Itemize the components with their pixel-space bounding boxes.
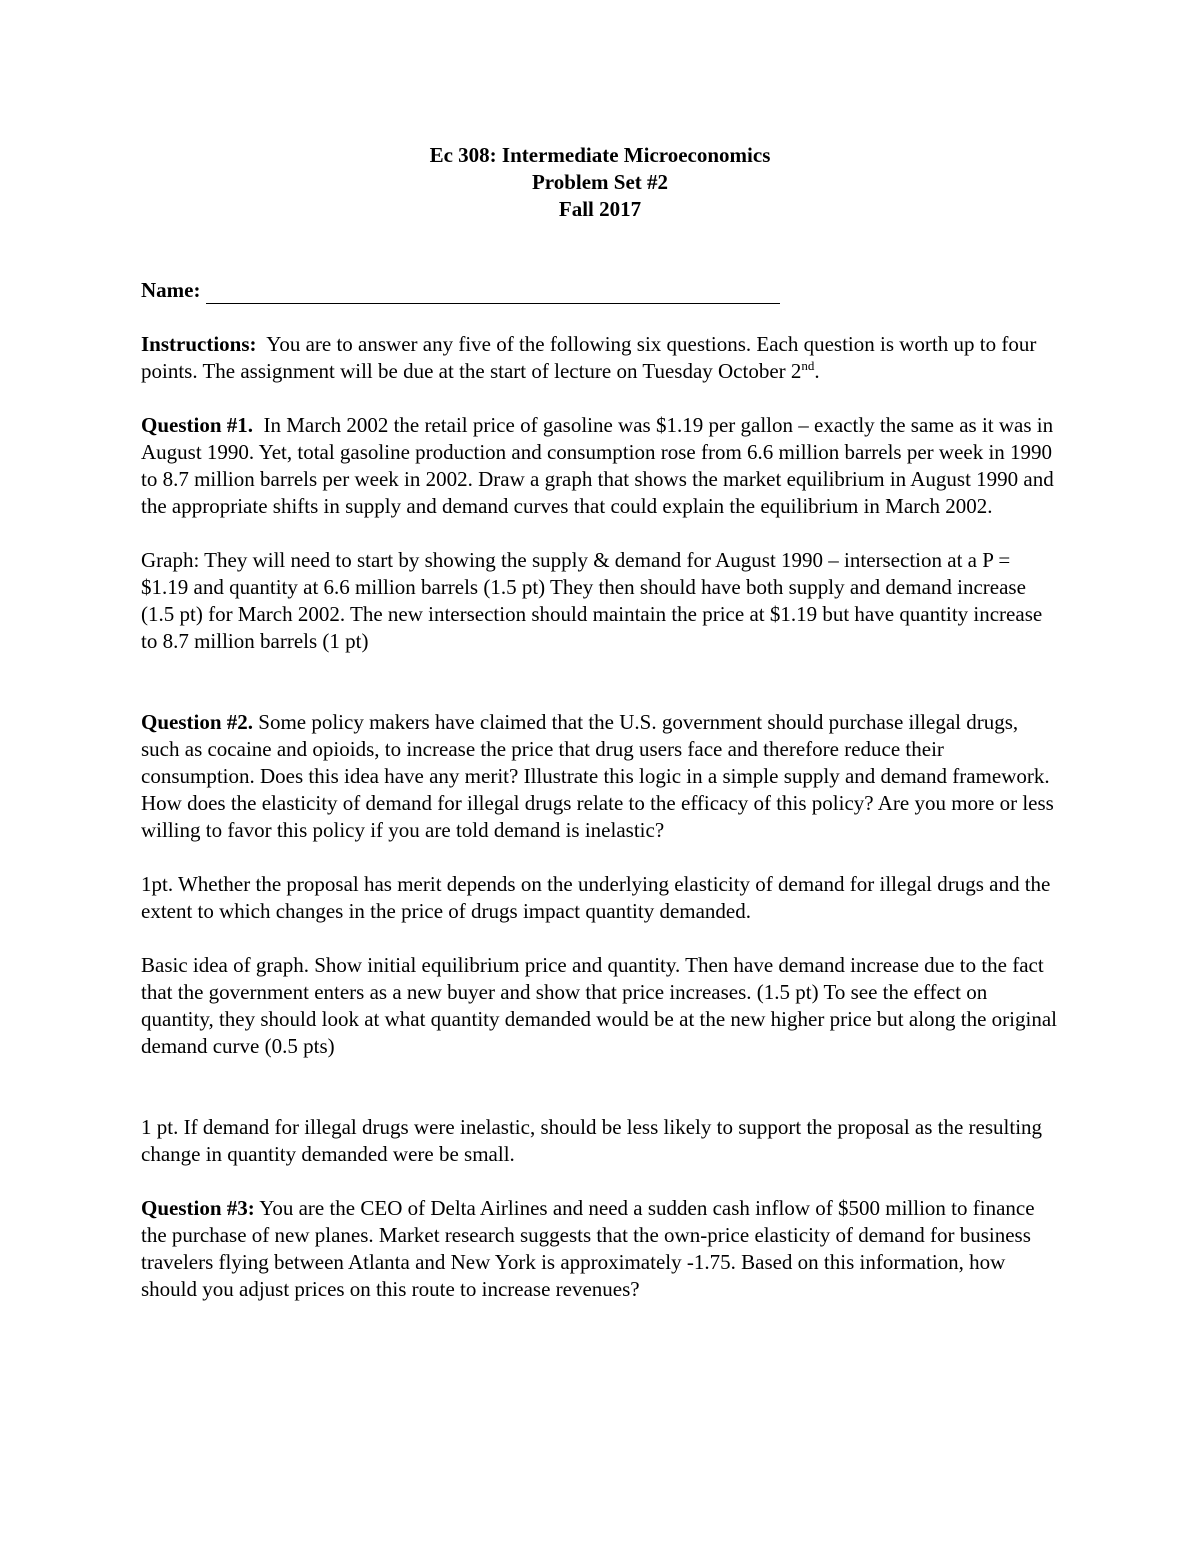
question-3-text: You are the CEO of Delta Airlines and need a sudden cash inflow of $500 million to finance the purchase of new planes. Market research suggests that the own-price elasticity of demand for business travelers flying between Atlanta and New York is approximately -1.75. Based on this information, how should you adjust prices on this route to increase revenues? [141,1196,1035,1301]
course-title: Ec 308: Intermediate Microeconomics [429,143,771,167]
document-header [0,142,1200,223]
question-1-text: In March 2002 the retail price of gasoline was $1.19 per gallon – exactly the same as it was in August 1990. Yet, total gasoline production and consumption rose from 6.6 million barrels per week in 1990 to 8.7 million barrels per week in 2002. Draw a graph that shows the market equilibrium in August 1990 and the appropriate shifts in supply and demand curves that could explain the equilibrium in March 2002. [141,413,1054,518]
question-1-answer: Graph: They will need to start by showing the supply & demand for August 1990 – intersection at a P = $1.19 and quantity at 6.6 million barrels (1.5 pt) They then should have both supply and demand increase (1.5 pt) for March 2002. The new intersection should maintain the price at $1.19 but have quantity increase to 8.7 million barrels (1 pt) [141,548,1043,653]
instructions-text: You are to answer any five of the following six questions. Each question is worth up to four points. The assignment will be due at the start of lecture on Tuesday October 2 [141,332,1037,383]
question-1 [141,412,1061,520]
document-page [141,142,1061,1303]
term-title: Fall 2017 [558,197,642,221]
question-2 [141,709,1061,844]
question-2-answer-merit: 1pt. Whether the proposal has merit depends on the underlying elasticity of demand for illegal drugs and the extent to which changes in the price of drugs impact quantity demanded. [141,872,1051,923]
instructions-paragraph: Instructions: You are to answer any five of the following six questions. Each question is worth up to four points. The assignment will be due at the start of lecture on Tuesday October 2nd. [141,332,1037,383]
question-1-label: Question #1. [141,413,254,437]
instructions-label: Instructions: [141,332,257,356]
question-2-text: Some policy makers have claimed that the U.S. government should purchase illegal drugs, such as cocaine and opioids, to increase the price that drug users face and therefore reduce their consumption. Does this idea have any merit? Illustrate this logic in a simple supply and demand framework. How does the elasticity of demand for illegal drugs relate to the efficacy of this policy? Are you more or less willing to favor this policy if you are told demand is inelastic? [141,710,1054,842]
question-2-answer-graph: Basic idea of graph. Show initial equilibrium price and quantity. Then have demand increase due to the fact that the government enters as a new buyer and show that price increases. (1.5 pt) To see the effect on quantity, they should look at what quantity demanded would be at the new higher price but along the original demand curve (0.5 pts) [141,953,1058,1058]
assignment-title: Problem Set #2 [531,170,669,194]
name-label: Name: [141,278,201,302]
question-3 [141,1195,1061,1303]
name-field-row [141,277,1061,304]
name-field[interactable] [206,283,780,304]
instructions-sup: nd [801,358,815,373]
question-3-label: Question #3: [141,1196,255,1220]
question-2-answer-elasticity: 1 pt. If demand for illegal drugs were inelastic, should be less likely to support the proposal as the resulting change in quantity demanded were be small. [141,1115,1043,1166]
question-2-label: Question #2. [141,710,254,734]
